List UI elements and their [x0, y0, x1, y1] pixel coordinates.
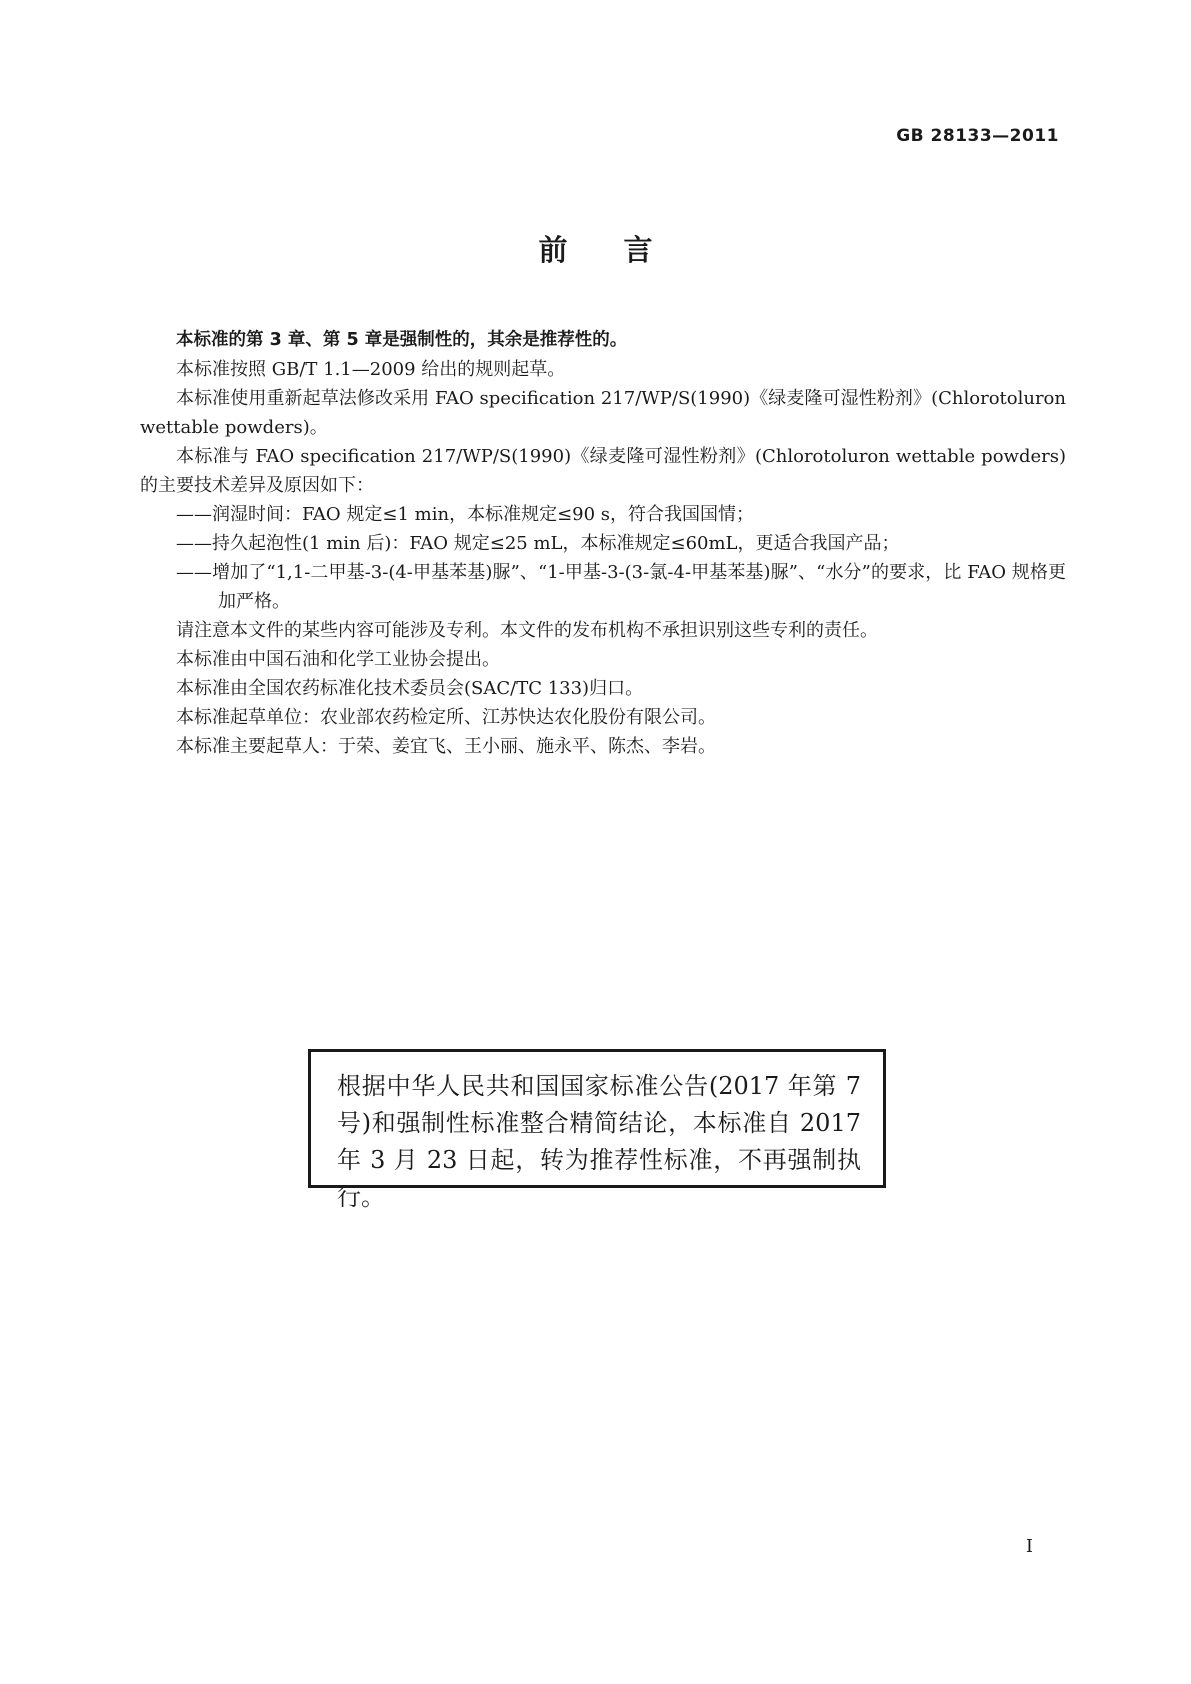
drafters-paragraph: 本标准主要起草人：于荣、姜宜飞、王小丽、施永平、陈杰、李岩。	[176, 736, 716, 757]
drafting-rules-paragraph: 本标准按照 GB/T 1.1—2009 给出的规则起草。	[176, 359, 566, 380]
page-title: 前言	[538, 233, 709, 267]
proposer-paragraph: 本标准由中国石油和化学工业协会提出。	[176, 649, 500, 670]
differences-intro-paragraph: 本标准与 FAO specification 217/WP/S(1990)《绿麦隆可湿性粉剂》(Chlorotoluron wettable powders)的主要技术差异及原因如下：	[140, 446, 1066, 496]
difference-item: ——持久起泡性(1 min 后)：FAO 规定≤25 mL，本标准规定≤60mL，更适合我国产品；	[176, 533, 900, 554]
patent-notice-paragraph: 请注意本文件的某些内容可能涉及专利。本文件的发布机构不承担识别这些专利的责任。	[176, 620, 878, 641]
adoption-paragraph: 本标准使用重新起草法修改采用 FAO specification 217/WP/S(1990)《绿麦隆可湿性粉剂》(Chlorotoluron wettable powders)。	[140, 388, 1066, 438]
standard-code: GB 28133—2011	[896, 126, 1059, 146]
drafting-units-paragraph: 本标准起草单位：农业部农药检定所、江苏快达农化股份有限公司。	[176, 707, 716, 728]
status-notice-box: 根据中华人民共和国国家标准公告(2017 年第 7 号)和强制性标准整合精简结论，本标准自 2017 年 3 月 23 日起，转为推荐性标准，不再强制执行。	[308, 1049, 886, 1188]
mandatory-clause-paragraph: 本标准的第 3 章、第 5 章是强制性的，其余是推荐性的。	[176, 330, 628, 350]
difference-item: ——增加了“1,1-二甲基-3-(4-甲基苯基)脲”、“1-甲基-3-(3-氯-4-甲基苯基)脲”、“水分”的要求，比 FAO 规格更加严格。	[176, 562, 1066, 612]
difference-item: ——润湿时间：FAO 规定≤1 min，本标准规定≤90 s，符合我国国情；	[176, 504, 755, 525]
page-number: I	[1025, 1536, 1033, 1557]
committee-paragraph: 本标准由全国农药标准化技术委员会(SAC/TC 133)归口。	[176, 678, 644, 699]
foreword-body	[140, 326, 1066, 761]
